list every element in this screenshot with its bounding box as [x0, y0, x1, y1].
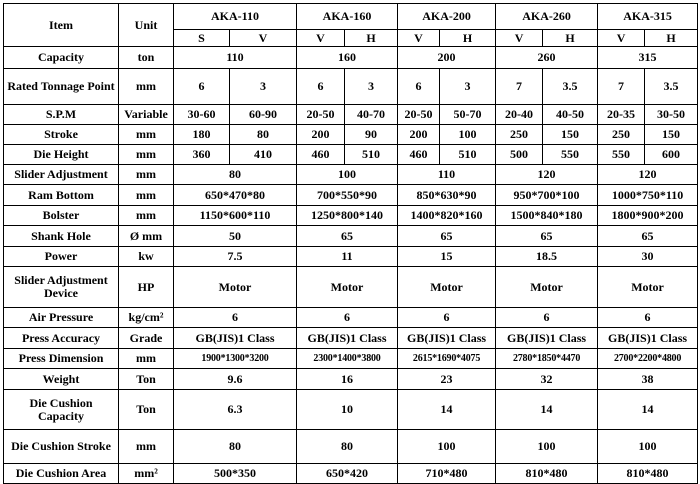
row-unit: mm²	[119, 464, 174, 484]
model-value-cell: 2780*1850*4470	[496, 349, 598, 369]
row-label: Die Cushion Area	[4, 464, 119, 484]
value-cell: 40-50	[543, 105, 598, 125]
model-value-cell: 30	[598, 247, 698, 267]
model-header: AKA-110	[174, 4, 297, 30]
value-cell: 200	[297, 125, 345, 145]
model-value-cell: Motor	[598, 267, 698, 308]
row-unit: ton	[119, 47, 174, 69]
model-value-cell: 120	[598, 165, 698, 185]
value-cell: 550	[543, 145, 598, 165]
model-value-cell: 6	[297, 308, 398, 328]
spec-row	[4, 328, 698, 349]
value-cell: 360	[174, 145, 230, 165]
row-unit: mm	[119, 185, 174, 206]
model-value-cell: 100	[496, 430, 598, 464]
value-cell: 30-60	[174, 105, 230, 125]
row-label: Slider Adjustment Device	[4, 267, 119, 308]
value-cell: 3.5	[543, 69, 598, 105]
value-cell: 40-70	[345, 105, 398, 125]
row-unit: mm	[119, 430, 174, 464]
model-value-cell: 6	[598, 308, 698, 328]
model-value-cell: 50	[174, 226, 297, 247]
row-label: Rated Tonnage Point	[4, 69, 119, 105]
value-cell: 410	[230, 145, 297, 165]
model-value-cell: 850*630*90	[398, 185, 496, 206]
spec-row	[4, 464, 698, 484]
sub-header: H	[345, 30, 398, 47]
spec-row	[4, 165, 698, 185]
model-value-cell: 38	[598, 369, 698, 390]
row-label: Ram Bottom	[4, 185, 119, 206]
spec-row	[4, 369, 698, 390]
sub-header: V	[230, 30, 297, 47]
value-cell: 20-35	[598, 105, 645, 125]
model-value-cell: 2300*1400*3800	[297, 349, 398, 369]
value-cell: 200	[398, 125, 440, 145]
sub-header: V	[496, 30, 543, 47]
model-value-cell: 65	[297, 226, 398, 247]
model-value-cell: 11	[297, 247, 398, 267]
row-label: Slider Adjustment	[4, 165, 119, 185]
value-cell: 90	[345, 125, 398, 145]
model-value-cell: 15	[398, 247, 496, 267]
spec-row	[4, 226, 698, 247]
spec-row	[4, 69, 698, 105]
model-value-cell: GB(JIS)1 Class	[297, 328, 398, 349]
spec-row	[4, 430, 698, 464]
value-cell: 500	[496, 145, 543, 165]
row-label: Air Pressure	[4, 308, 119, 328]
model-value-cell: 65	[496, 226, 598, 247]
model-value-cell: 65	[598, 226, 698, 247]
value-cell: 30-50	[645, 105, 698, 125]
model-value-cell: 14	[598, 390, 698, 430]
spec-row	[4, 308, 698, 328]
value-cell: 510	[440, 145, 496, 165]
value-cell: 600	[645, 145, 698, 165]
row-label: Die Cushion Stroke	[4, 430, 119, 464]
row-label: Shank Hole	[4, 226, 119, 247]
model-header: AKA-260	[496, 4, 598, 30]
value-cell: 7	[598, 69, 645, 105]
row-label: Capacity	[4, 47, 119, 69]
spec-table	[3, 3, 698, 484]
model-value-cell: 2615*1690*4075	[398, 349, 496, 369]
value-cell: 250	[496, 125, 543, 145]
value-cell: 20-50	[398, 105, 440, 125]
model-value-cell: Motor	[496, 267, 598, 308]
model-value-cell: 1800*900*200	[598, 206, 698, 226]
model-value-cell: 6	[496, 308, 598, 328]
value-cell: 150	[645, 125, 698, 145]
model-value-cell: GB(JIS)1 Class	[398, 328, 496, 349]
value-cell: 150	[543, 125, 598, 145]
row-unit: Ton	[119, 390, 174, 430]
model-header: AKA-200	[398, 4, 496, 30]
model-header: AKA-315	[598, 4, 698, 30]
model-value-cell: 700*550*90	[297, 185, 398, 206]
sub-header: H	[440, 30, 496, 47]
model-value-cell: 120	[496, 165, 598, 185]
value-cell: 3	[345, 69, 398, 105]
model-value-cell: 160	[297, 47, 398, 69]
model-value-cell: 18.5	[496, 247, 598, 267]
model-value-cell: GB(JIS)1 Class	[598, 328, 698, 349]
spec-row	[4, 47, 698, 69]
model-value-cell: 80	[174, 430, 297, 464]
spec-row	[4, 206, 698, 226]
row-unit: mm	[119, 125, 174, 145]
model-value-cell: 1400*820*160	[398, 206, 496, 226]
model-header: AKA-160	[297, 4, 398, 30]
spec-row	[4, 125, 698, 145]
sub-header: V	[297, 30, 345, 47]
model-value-cell: 650*420	[297, 464, 398, 484]
value-cell: 80	[230, 125, 297, 145]
value-cell: 510	[345, 145, 398, 165]
model-value-cell: 80	[297, 430, 398, 464]
model-value-cell: 100	[297, 165, 398, 185]
value-cell: 180	[174, 125, 230, 145]
model-value-cell: 650*470*80	[174, 185, 297, 206]
row-label: Power	[4, 247, 119, 267]
row-unit: HP	[119, 267, 174, 308]
row-label: S.P.M	[4, 105, 119, 125]
sub-header: S	[174, 30, 230, 47]
model-value-cell: 710*480	[398, 464, 496, 484]
model-value-cell: 23	[398, 369, 496, 390]
sub-header: H	[543, 30, 598, 47]
value-cell: 6	[398, 69, 440, 105]
row-label: Stroke	[4, 125, 119, 145]
spec-row	[4, 247, 698, 267]
model-value-cell: 65	[398, 226, 496, 247]
value-cell: 460	[297, 145, 345, 165]
model-value-cell: 100	[598, 430, 698, 464]
value-cell: 3.5	[645, 69, 698, 105]
row-unit: mm	[119, 206, 174, 226]
value-cell: 460	[398, 145, 440, 165]
row-unit: Ø mm	[119, 226, 174, 247]
value-cell: 250	[598, 125, 645, 145]
spec-body	[4, 47, 698, 484]
model-value-cell: Motor	[297, 267, 398, 308]
model-value-cell: 260	[496, 47, 598, 69]
model-value-cell: 1250*800*140	[297, 206, 398, 226]
spec-row	[4, 145, 698, 165]
value-cell: 3	[230, 69, 297, 105]
value-cell: 7	[496, 69, 543, 105]
model-value-cell: 9.6	[174, 369, 297, 390]
row-label: Die Height	[4, 145, 119, 165]
spec-row	[4, 390, 698, 430]
row-unit: mm	[119, 69, 174, 105]
row-unit: Ton	[119, 369, 174, 390]
model-value-cell: 1150*600*110	[174, 206, 297, 226]
model-value-cell: 110	[398, 165, 496, 185]
model-value-cell: GB(JIS)1 Class	[174, 328, 297, 349]
model-value-cell: Motor	[174, 267, 297, 308]
spec-row	[4, 105, 698, 125]
model-value-cell: 6	[398, 308, 496, 328]
row-unit: mm	[119, 165, 174, 185]
row-unit: Variable	[119, 105, 174, 125]
value-cell: 60-90	[230, 105, 297, 125]
value-cell: 50-70	[440, 105, 496, 125]
row-label: Die Cushion Capacity	[4, 390, 119, 430]
row-label: Weight	[4, 369, 119, 390]
model-value-cell: GB(JIS)1 Class	[496, 328, 598, 349]
row-unit: kg/cm²	[119, 308, 174, 328]
model-value-cell: 6.3	[174, 390, 297, 430]
value-cell: 3	[440, 69, 496, 105]
value-cell: 6	[174, 69, 230, 105]
model-value-cell: 2700*2200*4800	[598, 349, 698, 369]
model-value-cell: 32	[496, 369, 598, 390]
row-label: Press Dimension	[4, 349, 119, 369]
model-value-cell: 315	[598, 47, 698, 69]
model-value-cell: 7.5	[174, 247, 297, 267]
model-value-cell: 14	[496, 390, 598, 430]
model-value-cell: 1900*1300*3200	[174, 349, 297, 369]
value-cell: 100	[440, 125, 496, 145]
header-unit: Unit	[119, 4, 174, 47]
row-label: Bolster	[4, 206, 119, 226]
value-cell: 20-50	[297, 105, 345, 125]
model-value-cell: 500*350	[174, 464, 297, 484]
row-unit: mm	[119, 349, 174, 369]
value-cell: 6	[297, 69, 345, 105]
model-value-cell: 950*700*100	[496, 185, 598, 206]
model-value-cell: 110	[174, 47, 297, 69]
model-value-cell: 1000*750*110	[598, 185, 698, 206]
value-cell: 20-40	[496, 105, 543, 125]
row-unit: mm	[119, 145, 174, 165]
sub-header: H	[645, 30, 698, 47]
row-unit: kw	[119, 247, 174, 267]
model-value-cell: Motor	[398, 267, 496, 308]
model-value-cell: 14	[398, 390, 496, 430]
value-cell: 550	[598, 145, 645, 165]
row-unit: Grade	[119, 328, 174, 349]
model-value-cell: 810*480	[496, 464, 598, 484]
model-value-cell: 80	[174, 165, 297, 185]
model-value-cell: 200	[398, 47, 496, 69]
model-value-cell: 6	[174, 308, 297, 328]
header-item: Item	[4, 4, 119, 47]
header-row	[4, 4, 698, 30]
model-value-cell: 810*480	[598, 464, 698, 484]
row-label: Press Accuracy	[4, 328, 119, 349]
model-value-cell: 10	[297, 390, 398, 430]
model-value-cell: 1500*840*180	[496, 206, 598, 226]
spec-row	[4, 185, 698, 206]
spec-row	[4, 267, 698, 308]
spec-row	[4, 349, 698, 369]
model-value-cell: 100	[398, 430, 496, 464]
model-value-cell: 16	[297, 369, 398, 390]
sub-header: V	[398, 30, 440, 47]
sub-header: V	[598, 30, 645, 47]
